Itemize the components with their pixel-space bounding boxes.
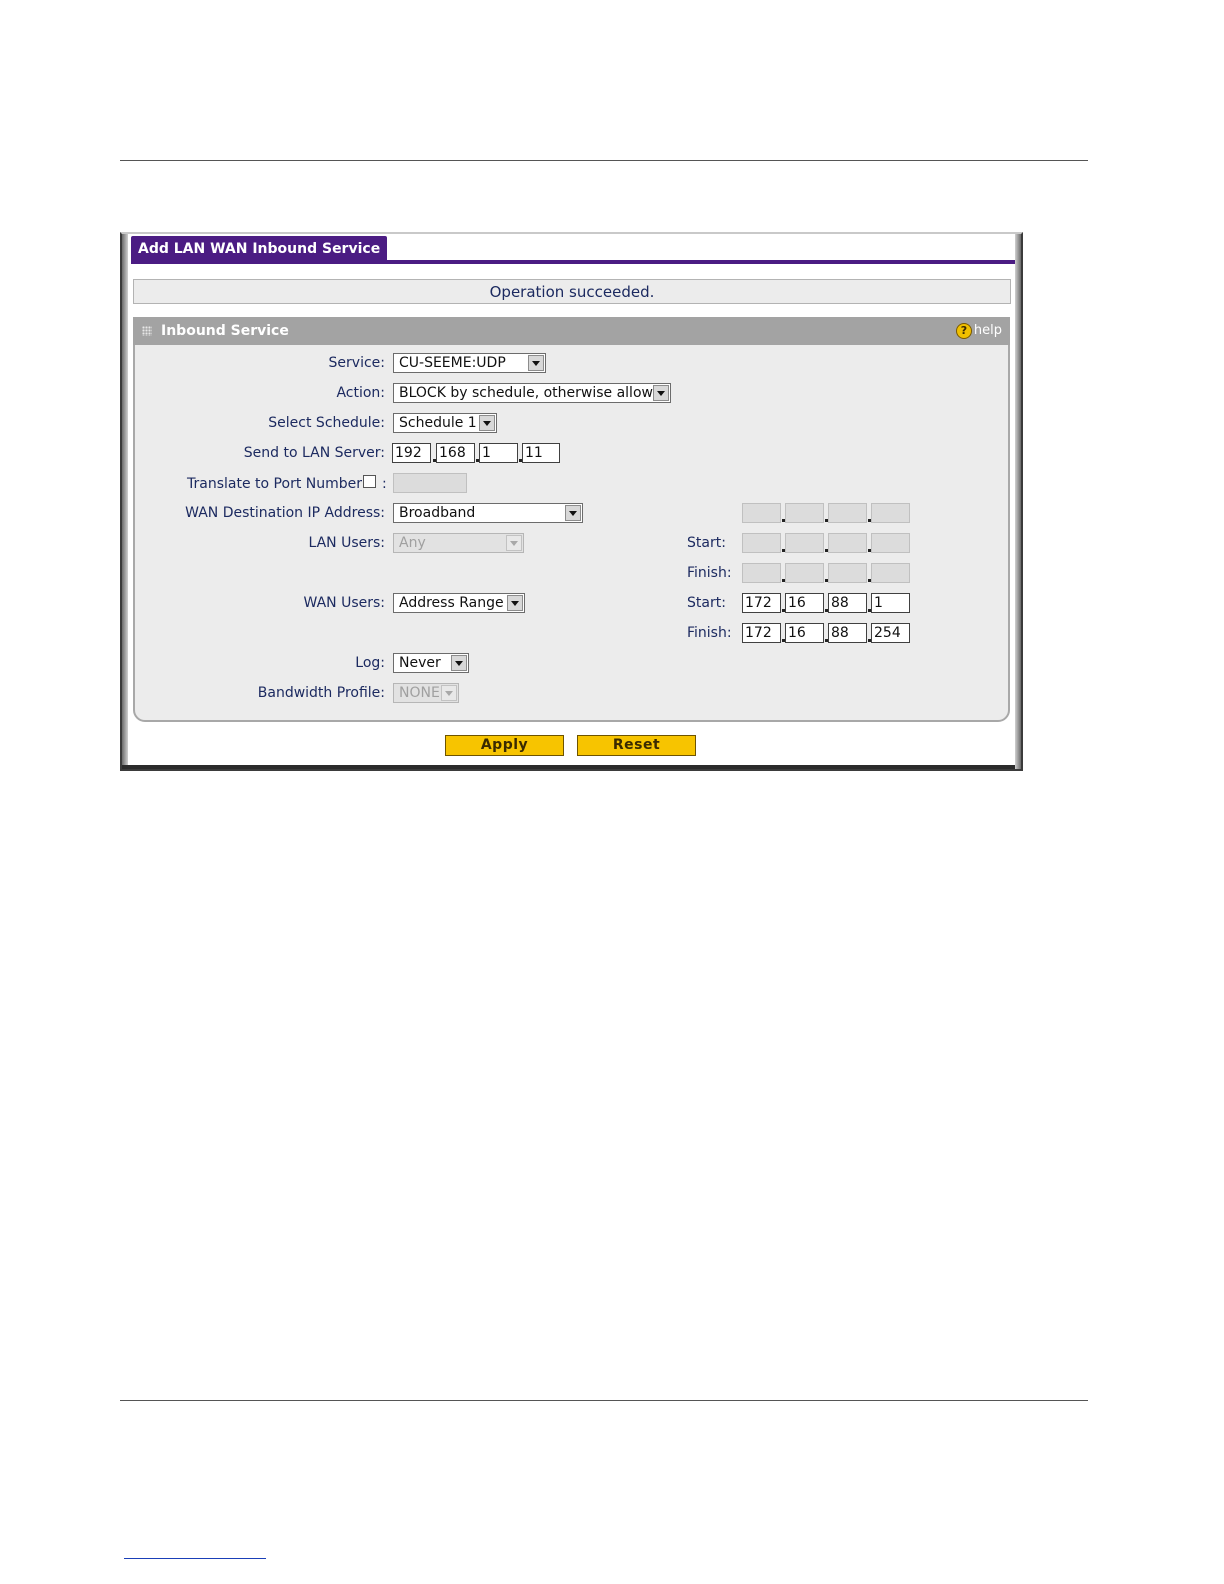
schedule-label: Select Schedule:	[268, 415, 385, 431]
lan-server-label: Send to LAN Server:	[243, 445, 385, 461]
translate-port-label: Translate to Port Number	[187, 476, 362, 492]
window-bottom-edge	[122, 765, 1021, 769]
lan-users-finish-octet-4[interactable]	[871, 563, 910, 583]
wan-users-finish-octet-1[interactable]: 172	[742, 623, 781, 643]
lan-users-start-octet-3[interactable]	[828, 533, 867, 553]
wan-users-select[interactable]	[393, 593, 525, 613]
lan-users-finish-octet-2[interactable]	[785, 563, 824, 583]
lan-server-octet-2[interactable]: 168	[436, 443, 475, 463]
translate-port-input[interactable]	[393, 473, 467, 493]
help-icon: ?	[956, 323, 972, 339]
bandwidth-label: Bandwidth Profile:	[257, 685, 385, 701]
schedule-value: Schedule 1	[399, 415, 477, 431]
help-link[interactable]	[956, 322, 1002, 340]
inbound-service-window	[120, 232, 1023, 771]
apply-button[interactable]: Apply	[445, 735, 564, 756]
help-label: help	[973, 323, 1002, 338]
service-value: CU-SEEME:UDP	[399, 355, 506, 371]
lan-users-select[interactable]	[393, 533, 524, 553]
service-select[interactable]	[393, 353, 546, 373]
lan-users-finish-octet-3[interactable]	[828, 563, 867, 583]
lan-users-start-octet-1[interactable]	[742, 533, 781, 553]
wan-users-start-label: Start:	[687, 595, 726, 611]
wan-dest-octet-4[interactable]	[871, 503, 910, 523]
status-message: Operation succeeded.	[133, 279, 1011, 304]
page-rule-top	[120, 160, 1088, 161]
wan-users-start-octet-2[interactable]: 16	[785, 593, 824, 613]
lan-users-start-octet-4[interactable]	[871, 533, 910, 553]
wan-users-finish-octet-2[interactable]: 16	[785, 623, 824, 643]
service-label: Service:	[328, 355, 385, 371]
wan-dest-select[interactable]	[393, 503, 583, 523]
lan-users-finish-label: Finish:	[687, 565, 732, 581]
reset-button[interactable]: Reset	[577, 735, 696, 756]
chevron-down-icon	[441, 685, 457, 701]
wan-users-finish-octet-3[interactable]: 88	[828, 623, 867, 643]
tab-add-lan-wan-inbound-service[interactable]: Add LAN WAN Inbound Service	[131, 236, 387, 262]
wan-dest-octet-1[interactable]	[742, 503, 781, 523]
lan-users-start-octet-2[interactable]	[785, 533, 824, 553]
schedule-select[interactable]	[393, 413, 497, 433]
log-label: Log:	[355, 655, 385, 671]
chevron-down-icon	[507, 595, 523, 611]
wan-users-finish-octet-4[interactable]: 254	[871, 623, 910, 643]
bandwidth-select[interactable]	[393, 683, 459, 703]
lan-server-octet-1[interactable]: 192	[392, 443, 431, 463]
lan-server-octet-4[interactable]: 11	[522, 443, 560, 463]
chevron-down-icon	[479, 415, 495, 431]
wan-users-start-octet-1[interactable]: 172	[742, 593, 781, 613]
translate-port-colon: :	[382, 476, 387, 492]
wan-dest-octet-2[interactable]	[785, 503, 824, 523]
chevron-down-icon	[451, 655, 467, 671]
wan-users-value: Address Range	[399, 595, 504, 611]
log-value: Never	[399, 655, 441, 671]
wan-users-start-octet-3[interactable]: 88	[828, 593, 867, 613]
tab-underline	[131, 260, 1015, 264]
lan-users-label: LAN Users:	[308, 535, 385, 551]
chevron-down-icon	[506, 535, 522, 551]
log-select[interactable]	[393, 653, 469, 673]
page-rule-bottom	[120, 1400, 1088, 1401]
inbound-service-panel	[133, 317, 1010, 722]
lan-users-finish-octet-1[interactable]	[742, 563, 781, 583]
action-label: Action:	[336, 385, 385, 401]
chevron-down-icon	[565, 505, 581, 521]
translate-port-checkbox[interactable]	[363, 475, 376, 488]
action-select[interactable]	[393, 383, 671, 403]
bandwidth-value: NONE	[399, 685, 440, 701]
lan-users-value: Any	[399, 535, 426, 551]
wan-users-label: WAN Users:	[303, 595, 385, 611]
lan-server-octet-3[interactable]: 1	[479, 443, 518, 463]
wan-users-finish-label: Finish:	[687, 625, 732, 641]
lan-users-start-label: Start:	[687, 535, 726, 551]
panel-header	[133, 317, 1010, 345]
panel-title: Inbound Service	[161, 323, 289, 339]
wan-dest-label: WAN Destination IP Address:	[185, 505, 385, 521]
wan-dest-octet-3[interactable]	[828, 503, 867, 523]
action-value: BLOCK by schedule, otherwise allow	[399, 385, 653, 401]
grip-icon	[142, 326, 152, 336]
footer-link-underline	[124, 1558, 266, 1559]
wan-users-start-octet-4[interactable]: 1	[871, 593, 910, 613]
chevron-down-icon	[528, 355, 544, 371]
chevron-down-icon	[653, 385, 669, 401]
wan-dest-value: Broadband	[399, 505, 476, 521]
